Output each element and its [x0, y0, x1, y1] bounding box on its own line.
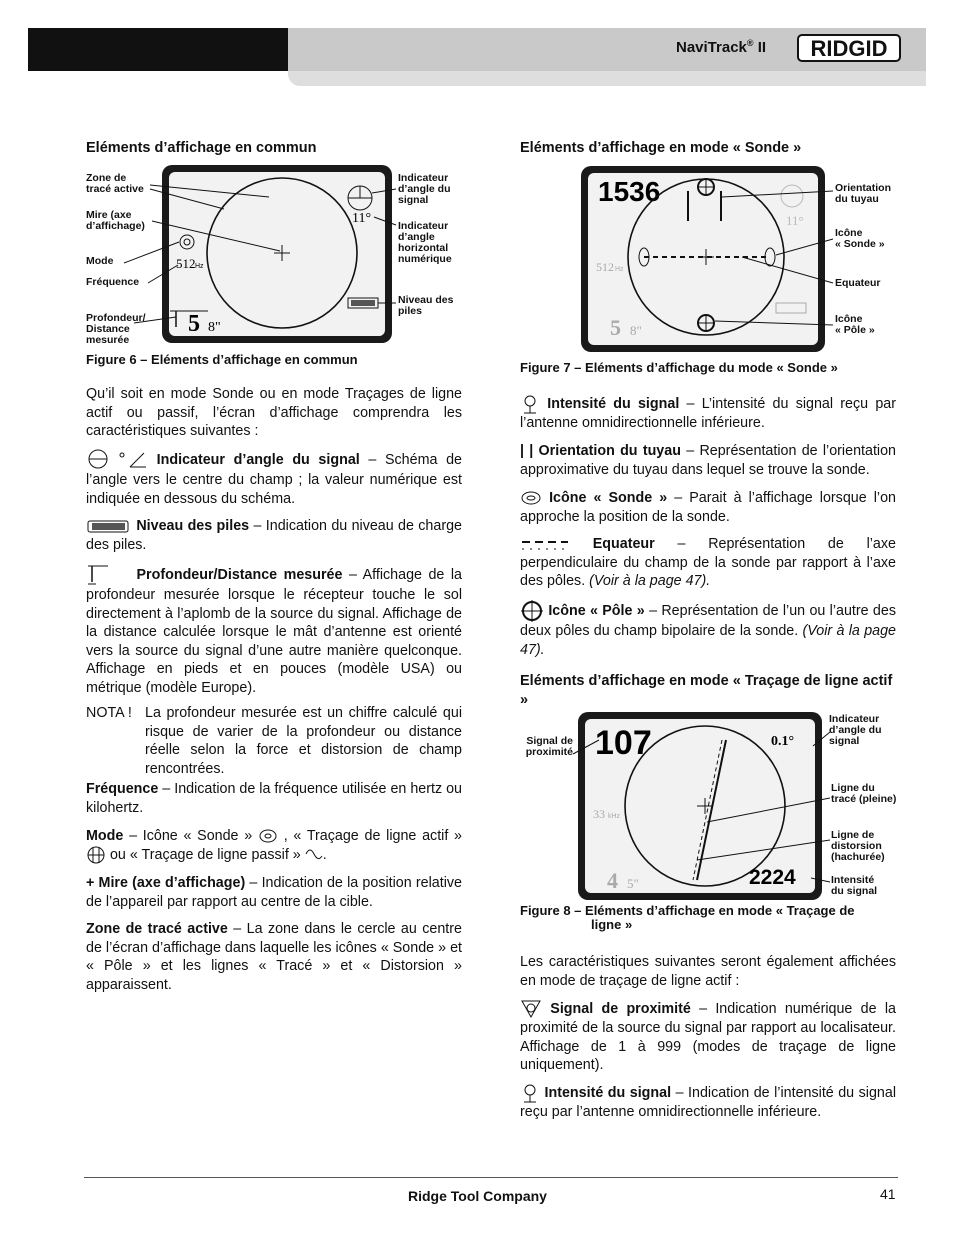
- fig7-depth-in: 8": [630, 323, 642, 338]
- angle-paragraph: Indicateur d’angle du signal – Schéma de l’angle vers le centre du champ ; la valeur numérique est indiquée en dessous du schéma.: [86, 449, 462, 508]
- fig7-caption: Figure 7 – Eléments d’affichage du mode « Sonde »: [520, 360, 838, 375]
- proximity-signal-icon: [520, 999, 542, 1019]
- fig7-label-sonde: Icône « Sonde »: [835, 227, 885, 250]
- signal-intensity-icon: [520, 1083, 540, 1103]
- fig6-caption: Figure 6 – Eléments d’affichage en commun: [86, 352, 358, 367]
- fig6-label-batt: Niveau des piles: [398, 294, 454, 317]
- fig7-freq-unit: Hz: [615, 266, 624, 273]
- footer-rule: [84, 1177, 898, 1178]
- fig6-label-mire: Mire (axe d’affichage): [86, 209, 145, 232]
- ridgid-logo: [797, 34, 901, 62]
- fig8-depth-ft: 4: [607, 868, 618, 893]
- fig6-leader-angle: [372, 189, 396, 193]
- fig6-label-freq: Fréquence: [86, 276, 140, 288]
- footer-company: Ridge Tool Company: [408, 1188, 547, 1204]
- figure-8: [517, 710, 901, 902]
- fig6-depth-ft: 5: [188, 311, 200, 337]
- fig8-label-distortion: Ligne de distorsion (hachurée): [831, 829, 885, 863]
- fig7-leader-pole: [715, 321, 833, 325]
- fig7-signal-value: 1536: [598, 176, 661, 207]
- zone-paragraph: Zone de tracé active – La zone dans le cercle au centre de l’écran d’affichage dans laquelle les icônes « Sonde » et « Pôle » et les lignes « Tracé » et « Distorsion » apparaissent.: [86, 921, 462, 993]
- signal-strength-paragraph: Intensité du signal – L’intensité du signal reçu par l’antenne omnidirectionnelle inférieure.: [520, 395, 896, 431]
- intro2-paragraph: Les caractéristiques suivantes seront également affichées en mode de traçage de ligne actif :: [520, 954, 896, 989]
- passive-trace-mode-icon: [305, 848, 323, 862]
- frequency-paragraph: Fréquence – Indication de la fréquence utilisée en hertz ou kilohertz.: [86, 781, 462, 816]
- nota-text: La profondeur mesurée est un chiffre calculé qui risque de varier de la profondeur ou distance réelle selon la force et distorsion de champ rencontrées.: [145, 705, 462, 777]
- fig7-angle-value: 11°: [786, 213, 804, 228]
- sonde-mode-icon: [258, 828, 278, 844]
- sonde-elements-heading: Eléments d’affichage en mode « Sonde »: [520, 140, 802, 156]
- fig6-leader-horiz: [374, 217, 396, 225]
- intro-paragraph: Qu’il soit en mode Sonde ou en mode Traçages de ligne actif ou passif, l’écran d’affichage comprendra les caractéristiques suivantes :: [86, 386, 462, 440]
- fig7-leader-equator: [742, 257, 833, 283]
- fig7-angle-gauge: [781, 185, 803, 207]
- page-number: 41: [880, 1186, 896, 1202]
- equator-icon: [520, 536, 570, 552]
- sonde-icon: [520, 490, 542, 506]
- fig6-angle-value: 11°: [352, 211, 372, 226]
- intensity-paragraph: Intensité du signal – Indication de l’intensité du signal reçu par l’antenne omnidirectionnelle inférieure.: [520, 1084, 896, 1120]
- fig8-leader-trace: [707, 798, 830, 822]
- fig6-freq-unit: Hz: [195, 263, 204, 270]
- fig6-leader-mire: [152, 221, 280, 251]
- angle-indicator-icon: [86, 449, 148, 471]
- signal-strength-icon: [520, 394, 540, 414]
- equator-paragraph: Equateur – Représentation de l’axe perpendiculaire du champ de la sonde par rapport à l’axe des pôles. (Voir à la page 47).: [520, 536, 896, 590]
- fig8-freq-value: 33: [593, 807, 605, 821]
- fig7-label-orient: Orientation du tuyau: [835, 182, 892, 205]
- battery-paragraph: Niveau des piles – Indication du niveau de charge des piles.: [86, 518, 462, 553]
- ridgid-logo-text: RIDGID: [810, 36, 888, 61]
- fig8-signal-value: 2224: [749, 866, 796, 889]
- fig6-label-mode: Mode: [86, 255, 114, 267]
- pole-icon-paragraph: Icône « Pôle » – Représentation de l’un ou l’autre des deux pôles du champ bipolaire de la sonde. (Voir à la page 47).: [520, 600, 896, 659]
- common-elements-heading: Eléments d’affichage en commun: [86, 140, 317, 156]
- fig7-leader-orient: [722, 191, 833, 197]
- fig8-caption-line1: Figure 8 – Eléments d’affichage en mode « Traçage de: [520, 903, 855, 918]
- fig8-distortion-line: [693, 740, 722, 880]
- fig8-angle-value: 0.1°: [771, 734, 795, 749]
- fig6-label-angle: Indicateur d’angle du signal: [398, 172, 451, 206]
- nota-label: NOTA !: [86, 705, 132, 721]
- pipe-orientation-paragraph: | | Orientation du tuyau – Représentation de l’orientation approximative du tuyau dans lequel se trouve la sonde.: [520, 443, 896, 478]
- fig8-label-angle: Indicateur d’angle du signal: [829, 713, 882, 747]
- fig6-label-zone: Zone de tracé active: [86, 172, 144, 195]
- fig6-sonde-icon: [180, 235, 194, 249]
- fig6-leader-mode: [124, 242, 179, 263]
- header-grey-tab: [288, 71, 926, 86]
- depth-icon: [86, 564, 130, 586]
- figure-7: [520, 163, 900, 353]
- fig6-label-horiz: Indicateur d’angle horizontal numérique: [398, 220, 452, 265]
- fig7-battery-icon: [776, 303, 806, 313]
- fig6-leader-zone-b: [150, 189, 224, 209]
- header-black-band: [28, 28, 288, 71]
- fig8-leader-angle: [813, 732, 830, 746]
- fig6-freq-value: 512: [176, 256, 196, 271]
- fig8-leader-distortion: [697, 840, 830, 860]
- fig6-leader-zone-a: [150, 185, 269, 197]
- fig7-label-pole: Icône « Pôle »: [835, 313, 875, 336]
- active-trace-mode-icon: [86, 846, 106, 864]
- fig6-leader-freq: [148, 265, 178, 283]
- fig7-freq-value: 512: [596, 260, 614, 274]
- figure-6: [84, 165, 464, 350]
- proximity-paragraph: Signal de proximité – Indication numérique de la proximité de la source du signal par rapport au localisateur. Affichage de 1 à 999 (modes de traçage de ligne uniquement).: [520, 1000, 896, 1074]
- fig8-caption-line2: ligne »: [591, 917, 633, 932]
- fig8-label-proximity: Signal de proximité: [525, 735, 573, 758]
- active-trace-heading: Eléments d’affichage en mode « Traçage de ligne actif »: [520, 673, 893, 708]
- fig7-leader-sonde: [776, 239, 833, 255]
- pole-icon: [520, 600, 544, 622]
- header-title: NaviTrack® II: [676, 38, 767, 56]
- depth-paragraph: Profondeur/Distance mesurée – Affichage de la profondeur mesurée lorsque le récepteur touche le sol directement à l’aplomb de la source du signal. Affichage de la distance calculée lorsque le mât d’antenne est orienté vers la source du signal d’une autre manière quelconque. Affichage en pieds et en pouces (modèle USA) ou métrique (modèle Europe).: [86, 564, 462, 698]
- fig8-leader-intensity: [811, 878, 830, 882]
- fig8-label-intensity: Intensité du signal: [831, 874, 878, 897]
- battery-icon: [86, 518, 132, 534]
- fig7-depth-ft: 5: [610, 315, 621, 340]
- sonde-icon-paragraph: Icône « Sonde » – Parait à l’affichage lorsque l’on approche la position de la sonde.: [520, 490, 896, 525]
- fig8-depth-in: 5": [627, 876, 639, 891]
- fig7-label-equator: Equateur: [835, 277, 881, 289]
- fig6-depth-in: 8": [208, 320, 221, 335]
- fig8-proximity-value: 107: [595, 724, 652, 762]
- fig8-freq-unit: kHz: [608, 813, 621, 820]
- mire-paragraph: + Mire (axe d’affichage) – Indication de la position relative de l’appareil par rapport au centre de la cible.: [86, 875, 462, 910]
- mode-paragraph: Mode – Icône « Sonde » , « Traçage de ligne actif » ou « Traçage de ligne passif » .: [86, 828, 462, 863]
- fig8-label-trace: Ligne du tracé (pleine): [831, 782, 897, 805]
- fig6-label-depth: Profondeur/ Distance mesurée: [86, 312, 146, 346]
